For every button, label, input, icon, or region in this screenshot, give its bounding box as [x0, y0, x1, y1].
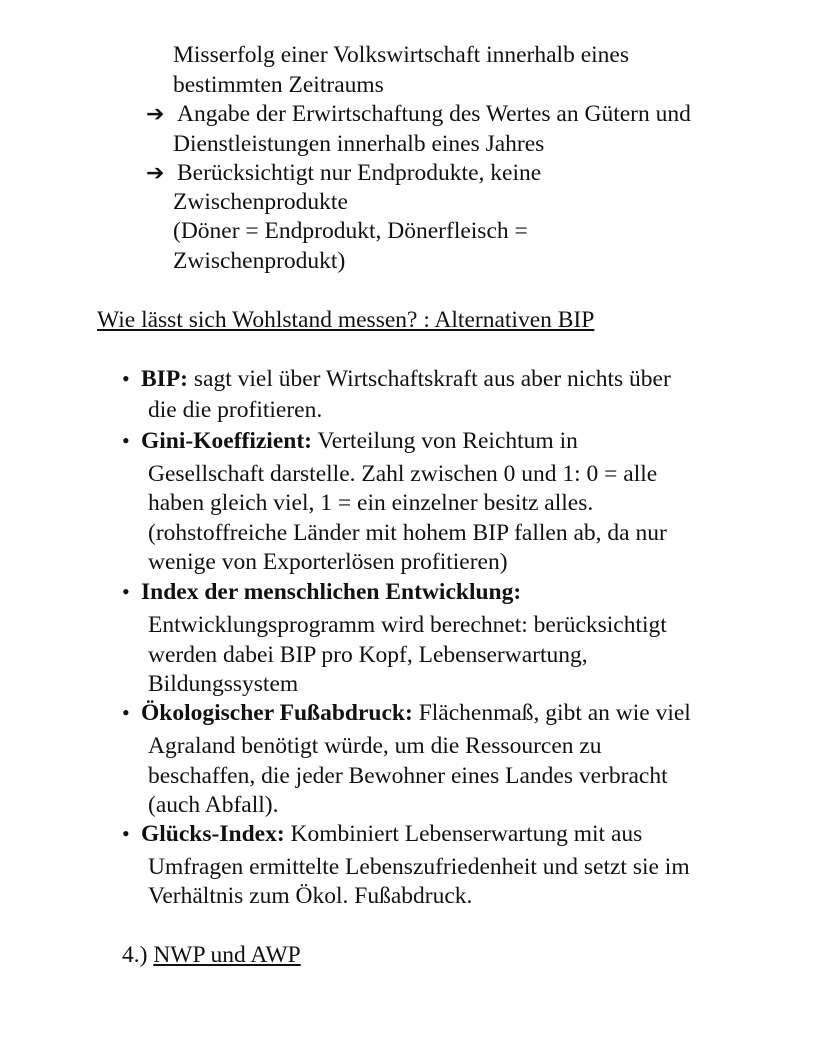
list-item-text: Flächenmaß, gibt an wie viel — [412, 700, 691, 726]
list-item-line: haben gleich viel, 1 = ein einzelner besitz alles. — [148, 490, 594, 516]
list-item-line: (auch Abfall). — [148, 792, 279, 818]
list-item-first-line — [141, 698, 691, 728]
list-item-line: beschaffen, die jeder Bewohner eines Landes verbracht — [148, 763, 668, 789]
list-item-line: Umfragen ermittelte Lebenszufriedenheit und setzt sie im — [148, 854, 690, 880]
list-item-text: Kombiniert Lebenserwartung mit aus — [284, 821, 643, 847]
next-section-heading — [122, 940, 301, 970]
list-item-line: (rohstoffreiche Länder mit hohem BIP fallen ab, da nur — [148, 520, 667, 546]
section-heading: Wie lässt sich Wohlstand messen? : Alternativen BIP — [97, 307, 595, 333]
intro-line: Misserfolg einer Volkswirtschaft innerhalb eines — [173, 42, 629, 68]
bullet-icon: • — [122, 579, 130, 604]
list-item-line: Gesellschaft darstelle. Zahl zwischen 0 und 1: 0 = alle — [148, 461, 658, 487]
list-item-term: Index der menschlichen Entwicklung: — [141, 579, 522, 605]
list-item-line: Agraland benötigt würde, um die Ressourcen zu — [148, 733, 602, 759]
arrow-item-line: Zwischenprodukt) — [173, 248, 346, 274]
list-item-line: Entwicklungsprogramm wird berechnet: berücksichtigt — [148, 612, 667, 638]
list-item-line: Verhältnis zum Ökol. Fußabdruck. — [148, 883, 473, 909]
list-item-text: Verteilung von Reichtum in — [311, 428, 578, 454]
section-number: 4.) — [122, 942, 148, 968]
list-item-line: werden dabei BIP pro Kopf, Lebenserwartung, — [148, 642, 588, 668]
bullet-icon: • — [122, 366, 130, 391]
list-item-term: Glücks-Index: — [141, 821, 285, 847]
arrow-item-line: Angabe der Erwirtschaftung des Wertes an Gütern und — [177, 101, 691, 127]
list-item-line: die die profitieren. — [148, 397, 323, 423]
arrow-icon: ➔ — [146, 160, 165, 185]
list-item-first-line — [141, 819, 642, 849]
arrow-item-line: Zwischenprodukte — [173, 189, 348, 215]
list-item-line: Bildungssystem — [148, 671, 299, 697]
arrow-item-line: Berücksichtigt nur Endprodukte, keine — [177, 160, 542, 186]
list-item-line: wenige von Exporterlösen profitieren) — [148, 549, 508, 575]
intro-line: bestimmten Zeitraums — [173, 72, 384, 98]
bullet-icon: • — [122, 428, 130, 453]
bullet-icon: • — [122, 821, 130, 846]
list-item-first-line — [141, 577, 521, 607]
list-item-text: sagt viel über Wirtschaftskraft aus aber nichts über — [188, 366, 671, 392]
list-item-term: Gini-Koeffizient: — [141, 428, 312, 454]
arrow-item-line: (Döner = Endprodukt, Dönerfleisch = — [173, 218, 528, 244]
bullet-icon: • — [122, 700, 130, 725]
section-title: NWP und AWP — [153, 942, 301, 968]
arrow-item-line: Dienstleistungen innerhalb eines Jahres — [173, 131, 545, 157]
list-item-first-line — [141, 426, 578, 456]
arrow-icon: ➔ — [146, 101, 165, 126]
list-item-term: Ökologischer Fußabdruck: — [141, 700, 413, 726]
list-item-term: BIP: — [141, 366, 188, 392]
list-item-first-line — [141, 364, 671, 394]
